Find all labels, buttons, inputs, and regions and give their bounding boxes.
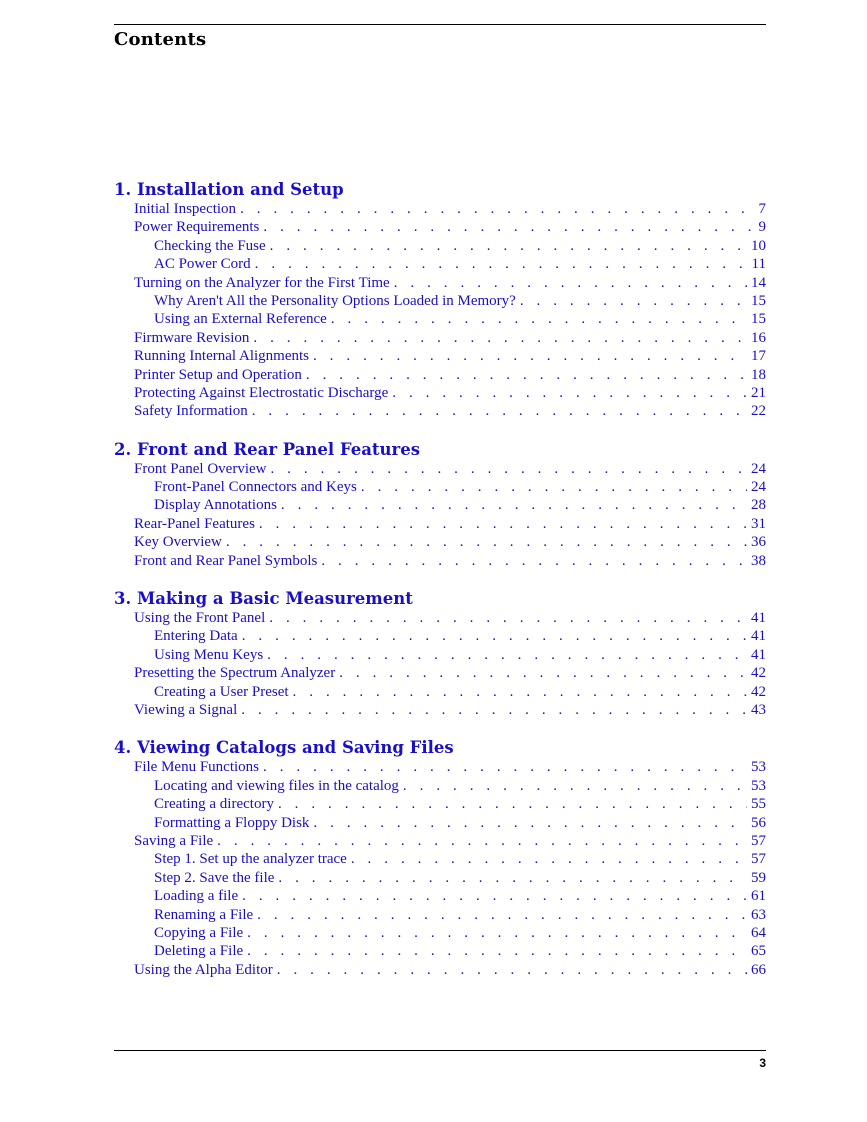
toc-page-number: 53 bbox=[751, 759, 766, 776]
toc-entry-title: AC Power Cord bbox=[154, 256, 251, 273]
toc-page-number: 56 bbox=[751, 814, 766, 831]
toc-page-number: 59 bbox=[751, 869, 766, 886]
toc-entry-title: Why Aren't All the Personality Options Loaded in Memory? bbox=[154, 292, 516, 309]
dot-leader bbox=[270, 460, 747, 478]
toc-page-number: 14 bbox=[751, 274, 766, 291]
toc-chapter bbox=[114, 589, 766, 719]
toc-entry-link[interactable] bbox=[114, 533, 766, 551]
toc-chapter bbox=[114, 440, 766, 570]
toc-entry-link[interactable] bbox=[114, 646, 766, 664]
toc-entry-title: Front Panel Overview bbox=[134, 460, 267, 477]
header-rule bbox=[114, 24, 766, 25]
toc-entry-title: Key Overview bbox=[134, 534, 222, 551]
toc-entry-link[interactable] bbox=[114, 832, 766, 850]
toc-entry-link[interactable] bbox=[114, 329, 766, 347]
toc-page-number: 38 bbox=[751, 552, 766, 569]
toc-entry-title: Creating a User Preset bbox=[154, 683, 289, 700]
toc-page-number: 42 bbox=[751, 683, 766, 700]
toc-entry-title: Protecting Against Electrostatic Discharge bbox=[134, 384, 389, 401]
toc-entry-link[interactable] bbox=[114, 887, 766, 905]
toc-entry-title: Using Menu Keys bbox=[154, 646, 264, 663]
chapter-title-link[interactable]: 1. Installation and Setup bbox=[114, 180, 344, 199]
dot-leader bbox=[270, 237, 747, 255]
toc-page-number: 17 bbox=[751, 348, 766, 365]
toc-entry-link[interactable] bbox=[114, 515, 766, 533]
dot-leader bbox=[242, 627, 747, 645]
page-title: Contents bbox=[114, 29, 207, 50]
dot-leader bbox=[321, 552, 747, 570]
toc-entry-title: Using the Front Panel bbox=[134, 610, 266, 627]
toc-entry-title: Checking the Fuse bbox=[154, 237, 266, 254]
dot-leader bbox=[277, 961, 747, 979]
toc-entry-title: Deleting a File bbox=[154, 943, 244, 960]
dot-leader bbox=[263, 758, 747, 776]
toc-entry-link[interactable] bbox=[114, 942, 766, 960]
dot-leader bbox=[263, 218, 754, 236]
toc-entry-title: Step 2. Save the file bbox=[154, 869, 275, 886]
toc-page-number: 28 bbox=[751, 497, 766, 514]
dot-leader bbox=[339, 664, 747, 682]
dot-leader bbox=[267, 646, 747, 664]
toc-entry-link[interactable] bbox=[114, 402, 766, 420]
toc-entry-link[interactable] bbox=[114, 869, 766, 887]
dot-leader bbox=[269, 609, 747, 627]
table-of-contents bbox=[114, 180, 766, 998]
toc-entry-title: Turning on the Analyzer for the First Time bbox=[134, 274, 390, 291]
toc-page-number: 7 bbox=[758, 201, 766, 217]
chapter-title-link[interactable]: 2. Front and Rear Panel Features bbox=[114, 439, 421, 459]
toc-page-number: 57 bbox=[751, 851, 766, 868]
dot-leader bbox=[226, 533, 747, 551]
dot-leader bbox=[278, 795, 747, 813]
toc-page-number: 11 bbox=[751, 256, 766, 273]
toc-entry-title: Step 1. Set up the analyzer trace bbox=[154, 851, 347, 868]
toc-entry-link[interactable] bbox=[114, 274, 766, 292]
toc-chapter bbox=[114, 180, 766, 421]
toc-entry-title: Front and Rear Panel Symbols bbox=[134, 552, 318, 569]
toc-entry-title: Entering Data bbox=[154, 628, 238, 645]
toc-entry-link[interactable] bbox=[114, 758, 766, 776]
toc-entry-link[interactable] bbox=[114, 460, 766, 478]
toc-page-number: 64 bbox=[751, 924, 766, 941]
dot-leader bbox=[242, 887, 747, 905]
dot-leader bbox=[259, 515, 747, 533]
dot-leader bbox=[281, 496, 747, 514]
toc-entry-link[interactable] bbox=[114, 237, 766, 255]
toc-entry-link[interactable] bbox=[114, 683, 766, 701]
toc-page-number: 55 bbox=[751, 796, 766, 813]
dot-leader bbox=[241, 701, 747, 719]
dot-leader bbox=[392, 384, 747, 402]
toc-page-number: 24 bbox=[751, 460, 766, 477]
dot-leader bbox=[331, 310, 747, 328]
toc-entry-link[interactable] bbox=[114, 347, 766, 365]
dot-leader bbox=[293, 683, 747, 701]
toc-entry-title: Loading a file bbox=[154, 888, 239, 905]
dot-leader bbox=[255, 255, 748, 273]
toc-entry-title: Running Internal Alignments bbox=[134, 348, 309, 365]
dot-leader bbox=[313, 347, 747, 365]
toc-entry-title: Saving a File bbox=[134, 832, 214, 849]
toc-entry-link[interactable] bbox=[114, 200, 766, 218]
toc-entry-link[interactable] bbox=[114, 664, 766, 682]
dot-leader bbox=[253, 329, 747, 347]
dot-leader bbox=[361, 478, 747, 496]
toc-page-number: 18 bbox=[751, 366, 766, 383]
toc-entry-title: Printer Setup and Operation bbox=[134, 366, 302, 383]
toc-page-number: 24 bbox=[751, 479, 766, 496]
toc-page-number: 16 bbox=[751, 329, 766, 346]
toc-page-number: 65 bbox=[751, 943, 766, 960]
toc-page-number: 22 bbox=[751, 403, 766, 420]
toc-entry-link[interactable] bbox=[114, 552, 766, 570]
toc-entry-title: Rear-Panel Features bbox=[134, 515, 255, 532]
toc-entry-title: Locating and viewing files in the catalog bbox=[154, 777, 399, 794]
toc-entry-link[interactable] bbox=[114, 795, 766, 813]
toc-entry-title: Front-Panel Connectors and Keys bbox=[154, 479, 357, 496]
toc-entry-link[interactable] bbox=[114, 292, 766, 310]
dot-leader bbox=[520, 292, 747, 310]
toc-entry-title: Renaming a File bbox=[154, 906, 254, 923]
toc-entry-link[interactable] bbox=[114, 255, 766, 273]
dot-leader bbox=[313, 814, 747, 832]
dot-leader bbox=[257, 906, 747, 924]
toc-entry-title: Formatting a Floppy Disk bbox=[154, 814, 310, 831]
toc-entry-link[interactable] bbox=[114, 850, 766, 868]
toc-entry-link[interactable] bbox=[114, 310, 766, 328]
toc-entry-title: File Menu Functions bbox=[134, 759, 260, 776]
toc-page-number: 21 bbox=[751, 384, 766, 401]
toc-page-number: 43 bbox=[751, 701, 766, 718]
dot-leader bbox=[351, 850, 747, 868]
toc-page-number: 61 bbox=[751, 888, 766, 905]
toc-entry-link[interactable] bbox=[114, 777, 766, 795]
toc-entry-link[interactable] bbox=[114, 814, 766, 832]
toc-page-number: 41 bbox=[751, 628, 766, 645]
toc-entry-link[interactable] bbox=[114, 924, 766, 942]
dot-leader bbox=[403, 777, 747, 795]
toc-page-number: 63 bbox=[751, 906, 766, 923]
toc-entry-title: Firmware Revision bbox=[134, 329, 250, 346]
toc-chapter bbox=[114, 738, 766, 979]
toc-entry-title: Using the Alpha Editor bbox=[134, 961, 273, 978]
toc-page-number: 10 bbox=[751, 237, 766, 254]
toc-entry-link[interactable] bbox=[114, 627, 766, 645]
toc-entry-link[interactable] bbox=[114, 609, 766, 627]
toc-entry-link[interactable] bbox=[114, 701, 766, 719]
toc-page-number: 42 bbox=[751, 665, 766, 682]
toc-page-number: 15 bbox=[751, 311, 766, 328]
toc-entry-link[interactable] bbox=[114, 496, 766, 514]
toc-page-number: 15 bbox=[751, 292, 766, 309]
footer-rule bbox=[114, 1050, 766, 1051]
dot-leader bbox=[247, 924, 747, 942]
toc-page-number: 41 bbox=[751, 610, 766, 627]
toc-entry-link[interactable] bbox=[114, 218, 766, 236]
toc-page-number: 53 bbox=[751, 777, 766, 794]
toc-page-number: 9 bbox=[758, 219, 766, 236]
toc-entry-title: Display Annotations bbox=[154, 497, 277, 514]
toc-entry-link[interactable] bbox=[114, 384, 766, 402]
toc-entry-title: Viewing a Signal bbox=[134, 701, 238, 718]
toc-entry-link[interactable] bbox=[114, 961, 766, 979]
chapter-title-link[interactable]: 4. Viewing Catalogs and Saving Files bbox=[114, 738, 454, 758]
toc-entry-title: Creating a directory bbox=[154, 796, 274, 813]
toc-entry-title: Safety Information bbox=[134, 403, 248, 420]
toc-page-number: 57 bbox=[751, 832, 766, 849]
toc-entry-title: Copying a File bbox=[154, 924, 244, 941]
toc-entry-title: Using an External Reference bbox=[154, 311, 327, 328]
toc-entry-title: Power Requirements bbox=[134, 219, 260, 236]
toc-entry-link[interactable] bbox=[114, 906, 766, 924]
toc-entry-title: Presetting the Spectrum Analyzer bbox=[134, 665, 336, 682]
chapter-title-link[interactable]: 3. Making a Basic Measurement bbox=[114, 589, 413, 609]
toc-entry-title: Initial Inspection bbox=[134, 201, 237, 217]
toc-entry-link[interactable] bbox=[114, 366, 766, 384]
page-number: 3 bbox=[759, 1056, 766, 1070]
dot-leader bbox=[247, 942, 747, 960]
toc-page-number: 31 bbox=[751, 515, 766, 532]
toc-page-number: 41 bbox=[751, 646, 766, 663]
dot-leader bbox=[217, 832, 747, 850]
dot-leader bbox=[306, 366, 747, 384]
toc-page-number: 36 bbox=[751, 534, 766, 551]
dot-leader bbox=[240, 200, 754, 218]
toc-entry-link[interactable] bbox=[114, 478, 766, 496]
dot-leader bbox=[278, 869, 747, 887]
dot-leader bbox=[394, 274, 747, 292]
dot-leader bbox=[252, 402, 747, 420]
toc-page-number: 66 bbox=[751, 961, 766, 978]
